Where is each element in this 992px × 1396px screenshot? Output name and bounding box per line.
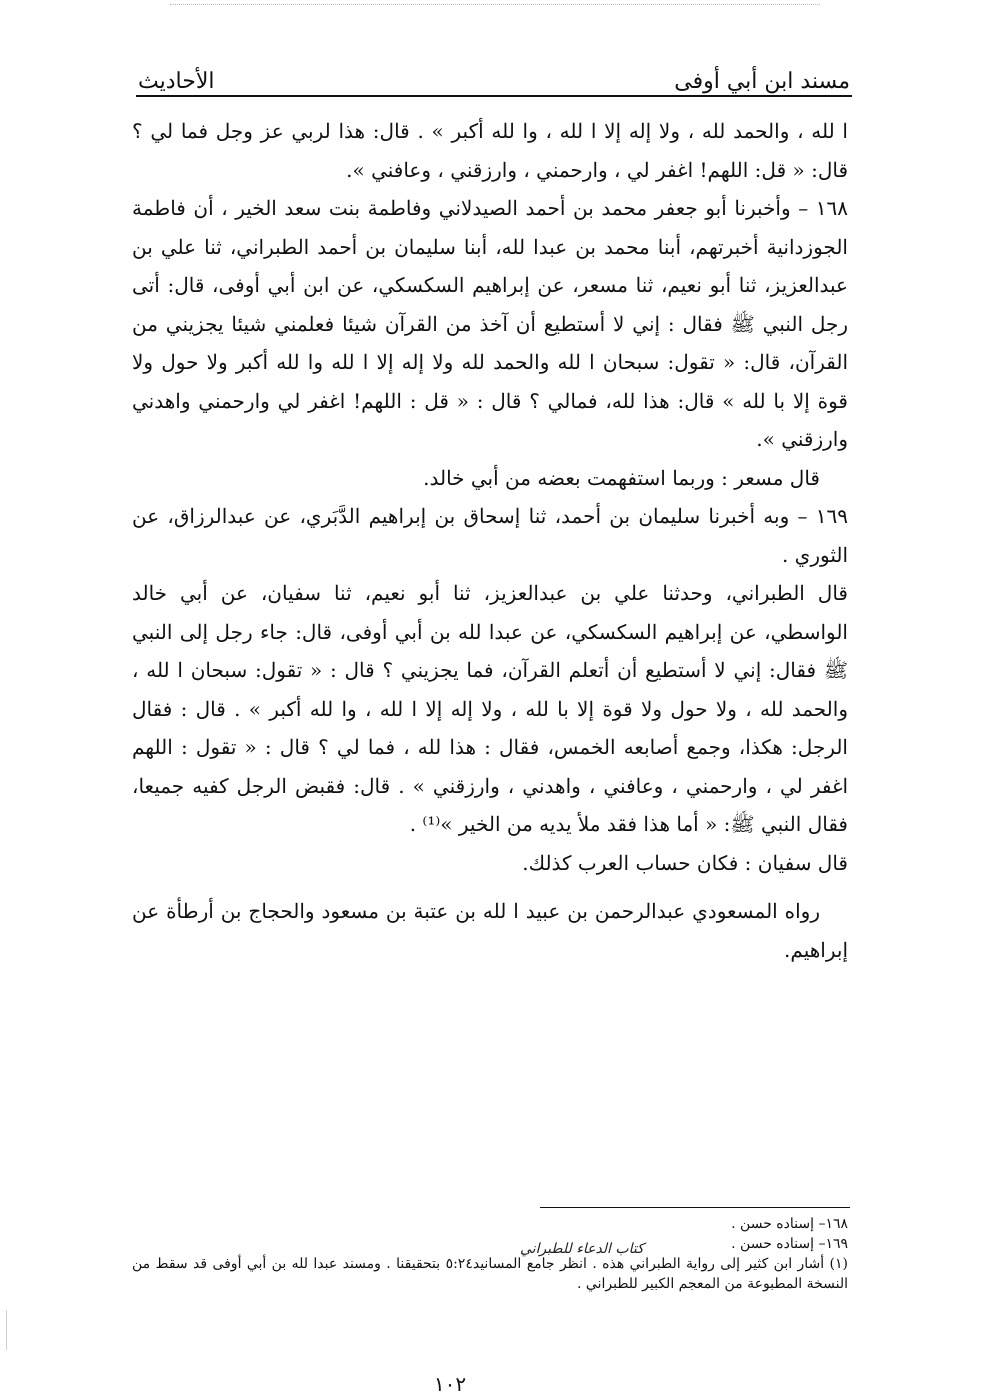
narrator-note: قال مسعر : وربما استفهمت بعضه من أبي خالد. [423,465,820,490]
sufyan-note: قال سفيان : فكان حساب العرب كذلك. [522,850,848,875]
hadith-169-text: قال الطبراني، وحدثنا علي بن عبدالعزيز، ثنا أبو نعيم، ثنا سفيان، عن أبي خالد الواسطي، عن إبراهيم السكسكي، عن عبدا لله بن أبي أوفى، قال: جاء رجل إلى النبي ﷺ فقال: إني لا أستطيع أن أتعلم القرآن، فما يجزيني ؟ قال : « تقول: سبحان ا لله ، والحمد لله ، ولا حول ولا قوة إلا با لله ، ولا إله إلا ا لله ، وا لله أكبر » . قال : فقال الرجل: هكذا، وجمع أصابعه الخمس، فقال : هذا لله ، فما لي ؟ قال : « تقول : اللهم اغفر لي ، وارحمني ، وعافني ، واهدني ، وارزقني » . قال: فقبض الرجل كفيه جميعا، فقال النبي ﷺ: « أما هذا فقد ملأ يديه من الخير »⁽¹⁾ . [132,581,848,836]
paragraph-continuation: ا لله ، والحمد لله ، ولا إله إلا ا لله ، وا لله أكبر » . قال: هذا لربي عز وجل فما لي ؟ قال: « قل: اللهم! اغفر لي ، وارحمني ، وارزقني ، وعافني ». [132,119,848,182]
footnote-1: (١) أشار ابن كثير إلى رواية الطبراني هذه . انظر جامع المسانيد٥:٢٤ بتحقيقنا . ومسند عبدا لله بن أبي أوفى قد سقط من النسخة المطبوعة من المعجم الكبير للطبراني . [132,1256,848,1292]
running-header [138,50,850,94]
hadith-169: ١٦٩ – وبه أخبرنا سليمان بن أحمد، ثنا إسحاق بن إبراهيم الدَّبَري، عن عبدالرزاق، عن الثوري . [132,504,849,567]
footnote-rule [540,1207,850,1208]
header-rule [136,95,852,97]
footnote-169: ١٦٩– إسناده حسن . [731,1236,848,1252]
page-number: ١٠٢ [433,1372,467,1396]
scan-top-edge [170,4,820,5]
header-book-title: مسند ابن أبي أوفى [674,69,850,94]
footnote-168: ١٦٨– إسناده حسن . [731,1216,848,1232]
main-text [132,112,848,969]
header-section-title: الأحاديث [138,69,215,94]
library-stamp: كتاب الدعاء للطبراني [520,1241,644,1257]
scan-edge-mark [6,1310,7,1350]
footnotes [132,1214,848,1294]
hadith-168: ١٦٨ – وأخبرنا أبو جعفر محمد بن أحمد الصيدلاني وفاطمة بنت سعد الخير ، أن فاطمة الجوزدانية أخبرتهم، أبنا محمد بن عبدا لله، أبنا سليمان بن أحمد الطبراني، ثنا علي بن عبدالعزيز، ثنا أبو نعيم، ثنا مسعر، عن إبراهيم السكسكي، عن ابن أبي أوفى، قال: أتى رجل النبي ﷺ فقال : إني لا أستطيع أن آخذ من القرآن شيئا فعلمني شيئا يجزيني من القرآن، قال: « تقول: سبحان ا لله والحمد لله ولا إله إلا ا لله وا لله أكبر ولا حول ولا قوة إلا با لله » قال: هذا لله، فمالي ؟ قال : « قل : اللهم! اغفر لي وارحمني واهدني وارزقني ». [132,196,848,451]
transmission-note: رواه المسعودي عبدالرحمن بن عبيد ا لله بن عتبة بن مسعود والحجاج بن أرطأة عن إبراهيم. [132,899,848,962]
